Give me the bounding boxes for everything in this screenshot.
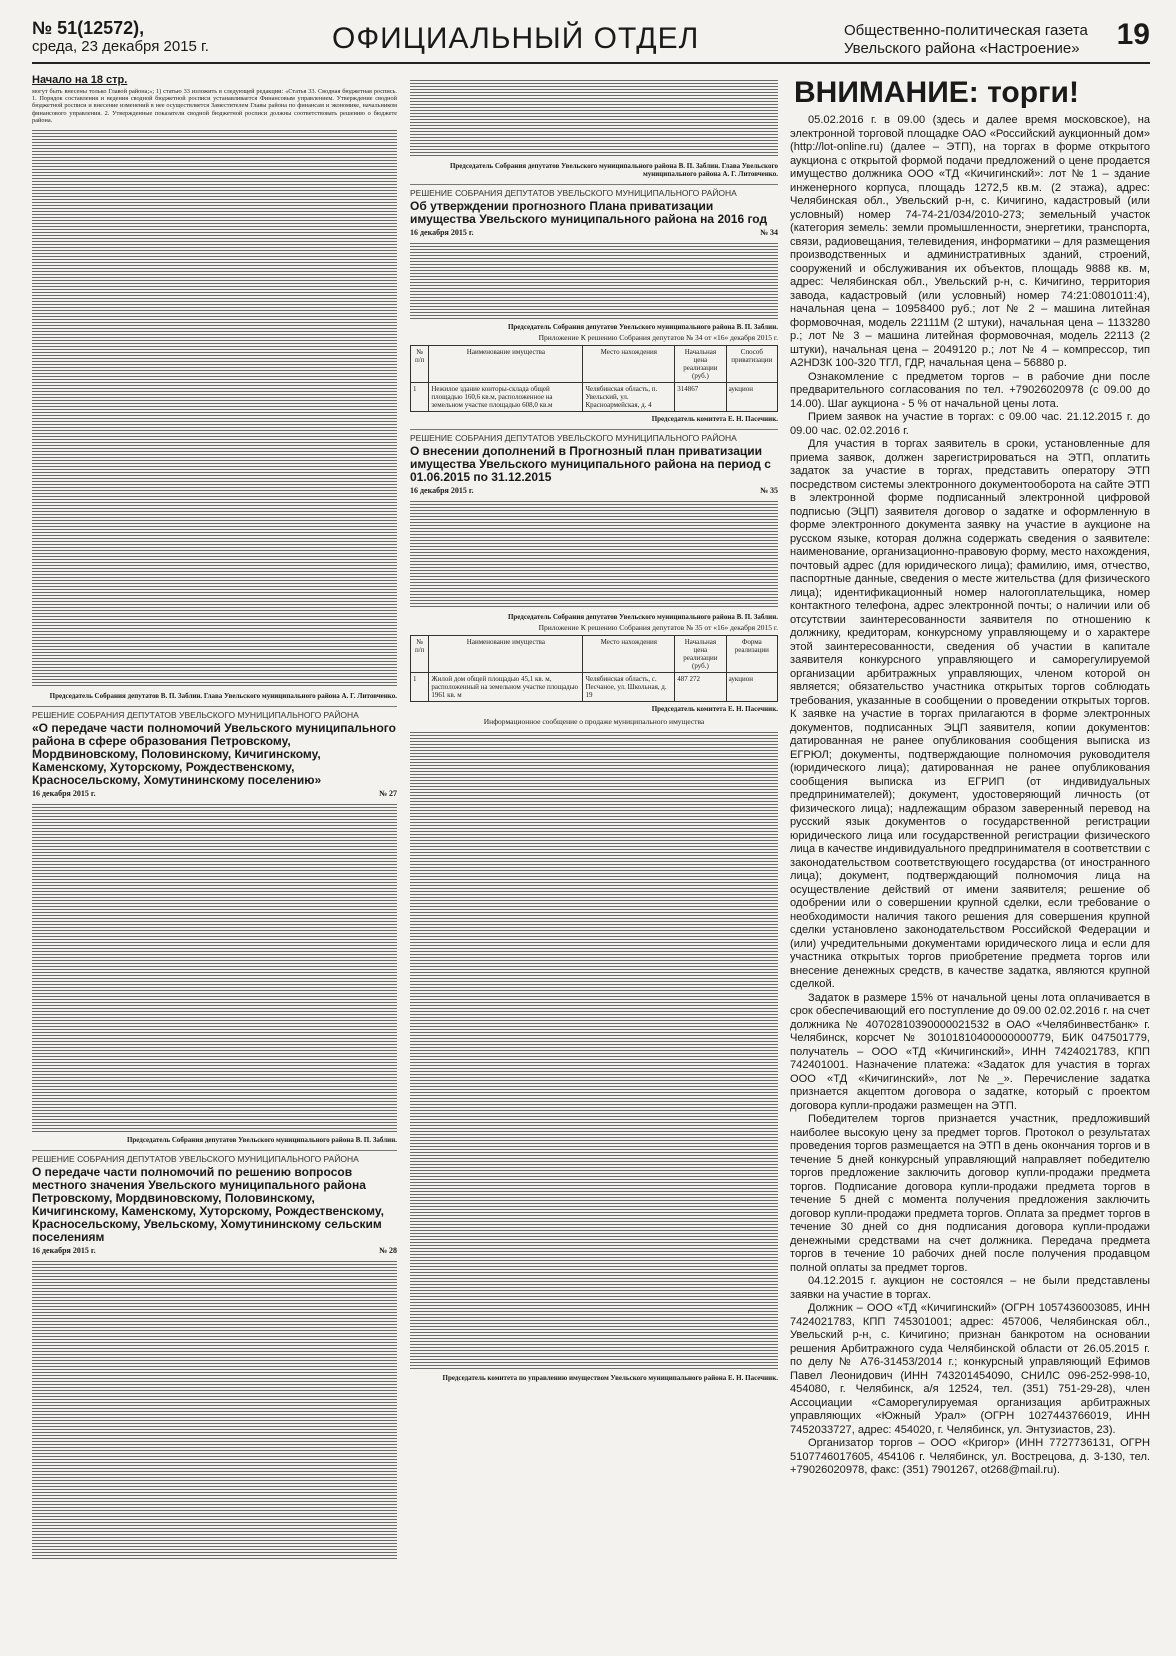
- body-text-block: [410, 241, 778, 319]
- decision-number: № 34: [759, 228, 778, 237]
- decision-header: РЕШЕНИЕ СОБРАНИЯ ДЕПУТАТОВ УВЕЛЬСКОГО МУНИЦИПАЛЬНОГО РАЙОНА: [32, 706, 397, 720]
- column-left: [32, 74, 397, 1634]
- info-message-title: Информационное сообщение о продаже муниципального имущества: [483, 717, 705, 726]
- table-header: Место нахождения: [583, 636, 675, 673]
- intro-text: могут быть внесены только Главой района;»; 1) статью 33 изложить в следующей редакции: «Статья 33. Сводная бюджетная роспись. 1. Порядок составления и ведения сводной бюджетной росписи устанавливается Финансовым управлением. Утверждение сводной бюджетной росписи и внесение изменений в нее осуществляется Заместителем Главы района по финансам и экономике, начальником финансового управления. 2. Утвержденные показатели сводной бюджетной росписи должны соответствовать решению о бюджете района.: [32, 88, 397, 124]
- table-header: Способ приватизации: [726, 346, 777, 383]
- table-header: № п/п: [411, 636, 429, 673]
- body-text-block: [410, 730, 778, 1370]
- appendix-label: Приложение К решению Собрания депутатов № 35 от «16» декабря 2015 г.: [538, 623, 778, 632]
- decision-meta: [410, 486, 778, 495]
- signature: Председатель Собрания депутатов Увельского муниципального района В. П. Заблин.: [507, 613, 778, 621]
- table-cell: Жилой дом общей площадью 45,1 кв. м, расположенный на земельном участке площадью 1961 кв. м: [429, 673, 583, 702]
- decision-meta: [32, 1246, 397, 1255]
- notice-paragraph: 05.02.2016 г. в 09.00 (здесь и далее время московское), на электронной торговой площадке ОАО «Российский аукционный дом» (http://lot-online.ru) (далее – ЭТП), на торгах в форме открытого аукциона с открытой формой подачи предложений о цене продается имущество должника ООО «ТД «Кичигинский»: лот № 1 – здание инженерного корпуса, площадь 1272,5 кв.м. (2 этажа), адрес: Челябинская обл., Увельский р-н, с. Кичигино, кадастровый (или условный) номер 74-74-21/034/2010-273; земельный участок (категория земель: земли промышленности, энергетики, транспорта, связи, радиовещания, телевидения, информатики – для размещения производственных и административных зданий, строений, сооружений и обслуживания их объектов, площадь 9888 кв. м, адрес: Челябинская обл., Увельский р-н, с. Кичигино, территория завода, кадастровый (или условный) номер 74:21:0801011:4), начальная цена – 10958400 руб.; лот № 2 – машина литейная формовочная, модель 22111М (2 штуки), начальная цена – 1133280 р.; лот № 3 – машина литейная формовочная, модель 22113 (2 штуки), начальная цена – 2049120 р.; лот № 4 – компрессор, тип А2НD3К 100-320 ТГЛ, ГДР, начальная цена – 56880 р.: [790, 114, 1150, 369]
- decision-header: РЕШЕНИЕ СОБРАНИЯ ДЕПУТАТОВ УВЕЛЬСКОГО МУНИЦИПАЛЬНОГО РАЙОНА: [410, 184, 778, 198]
- decision-header: РЕШЕНИЕ СОБРАНИЯ ДЕПУТАТОВ УВЕЛЬСКОГО МУНИЦИПАЛЬНОГО РАЙОНА: [32, 1150, 397, 1164]
- decision-title: О внесении дополнений в Прогнозный план приватизации имущества Увельского муниципального района на период с 01.06.2015 по 31.12.2015: [410, 444, 771, 484]
- privatization-table: [410, 345, 778, 412]
- body-text-block: [410, 499, 778, 609]
- table-header: № п/п: [411, 346, 429, 383]
- privatization-table: [410, 635, 778, 702]
- decision-number: № 28: [378, 1246, 397, 1256]
- table-header: Начальная цена реализации (руб.): [675, 636, 726, 673]
- decision-number: № 27: [378, 789, 397, 799]
- newspaper-line-2: Увельского района «Настроение»: [844, 40, 1080, 57]
- continued-label: Начало на 18 стр.: [32, 74, 128, 86]
- decision-title: Об утверждении прогнозного Плана приватизации имущества Увельского муниципального района на 2016 год: [410, 199, 768, 226]
- signature: Председатель комитета по управлению имуществом Увельского муниципального района Е. Н. Пасечник.: [442, 1374, 778, 1382]
- table-cell: 314867: [675, 383, 726, 412]
- notice-paragraph: Победителем торгов признается участник, предложивший наиболее высокую цену за предмет торгов. Протокол о результатах проведения торгов размещается на ЭТП в день окончания торгов и в течение 5 дней конкурсный управляющий направляет победителю торгов предложение заключить договор купли-продажи предмета торгов. Подписание договора купли-продажи предмета торгов в течение 5 дней с момента получения предложения заключить договор купли-продажи предмета торгов. Оплата за предмет торгов в течение 30 дней со дня подписания договора купли-продажи денежными средствами на счет должника. Передача предмета торгов в течение 10 рабочих дней после получения продавцом полной оплаты за предмет торгов.: [790, 1113, 1150, 1274]
- decision-date: 16 декабря 2015 г.: [32, 1246, 96, 1256]
- body-text-block: [32, 802, 397, 1132]
- decision-meta: [410, 228, 778, 237]
- issue-date: среда, 23 декабря 2015 г.: [32, 38, 209, 55]
- decision-header: РЕШЕНИЕ СОБРАНИЯ ДЕПУТАТОВ УВЕЛЬСКОГО МУНИЦИПАЛЬНОГО РАЙОНА: [410, 429, 778, 443]
- signature: Председатель Собрания депутатов Увельского муниципального района В. П. Заблин. Глава Увельского муниципального района А. Г. Литовченко.: [449, 162, 778, 178]
- body-text-block: [32, 1259, 397, 1559]
- column-right: [790, 74, 1150, 1634]
- notice-paragraph: Ознакомление с предметом торгов – в рабочие дни после предварительного согласования по тел. +79026020978 (с 09.00 до 14.00). Шаг аукциона - 5 % от начальной цены лота.: [790, 370, 1150, 410]
- issue-number: № 51(12572),: [32, 18, 145, 38]
- body-text-block: [410, 78, 778, 158]
- decision-title: О передаче части полномочий по решению вопросов местного значения Увельского муниципального района Петровскому, Мордвиновскому, Половинскому, Кичигинскому, Каменскому, Хуторскому, Рождественскому, Красносельскому, Увельскому, Хомутининскому сельским поселениям: [32, 1165, 384, 1245]
- table-header: Наименование имущества: [429, 636, 583, 673]
- notice-paragraph: Для участия в торгах заявитель в сроки, установленные для приема заявок, должен зарегистрироваться на ЭТП, оплатить задаток за участие в торгах, представить оператору ЭТП посредством системы электронного документооборота на сайте ЭТП в электронной форме подписанный электронной цифровой подписью (ЭЦП) заявителя договор о задатке и оформленную в форме электронного документа заявку на участие в аукционе на русском языке, которая должна содержать сведения о заявителе: наименование, организационно-правовую форму, место нахождения, почтовый адрес (для юридического лица); фамилию, имя, отчество, паспортные данные, сведения о месте жительства (для физического лица); идентификационный номер налогоплательщика, номер контактного телефона, адрес электронной почты; о наличии или об отсутствии заинтересованности заявителя по отношению к должнику, кредиторам, конкурсному управляющему и о характере этой заинтересованности, сведения об участии в капитале заявителя конкурсного управляющего и саморегулируемой организации арбитражных управляющих, членом которой он является; обязательство участника открытых торгов соблюдать требования, указанные в сообщении о проведении открытых торгов. К заявке на участие в торгах прилагаются в форме электронных документов, подписанных ЭЦП заявителя, копии документов: датированная не ранее опубликования сообщения выписка из ЕГРЮЛ; документы, подтверждающие полномочия руководителя (юридического лица); датированная не ранее опубликования сообщения выписка из ЕГРИП (от индивидуальных предпринимателей); документ, удостоверяющий личность (от физического лица); надлежащим образом заверенный перевод на русский язык документов о государственной регистрации юридического лица или государственной регистрации физического лица в качестве индивидуального предпринимателя в соответствии с законодательством соответствующего государства (от иностранного лица); документ, подтверждающий полномочия лица на осуществление действий от имени заявителя; решение об одобрении или о совершении крупной сделки, если требование о необходимости наличия такого решения для совершения крупной сделки установлено законодательством Российской Федерации и (или) учредительными документами юридического лица и если для участника открытых торгов приобретение предмета торгов или внесение денежных средств, в качестве задатка, являются крупной сделкой.: [790, 438, 1150, 990]
- table-header: Начальная цена реализации (руб.): [675, 346, 726, 383]
- table-cell: Челябинская область, с. Песчаное, ул. Школьная, д. 19: [583, 673, 675, 702]
- page-header: [32, 18, 1150, 64]
- table-header: Форма реализации: [726, 636, 777, 673]
- page-number: 19: [1116, 18, 1150, 51]
- decision-date: 16 декабря 2015 г.: [410, 228, 474, 237]
- appendix-label: Приложение К решению Собрания депутатов № 34 от «16» декабря 2015 г.: [538, 333, 778, 342]
- newspaper-line-1: Общественно-политическая газета: [844, 22, 1088, 39]
- table-row: [411, 383, 778, 412]
- decision-number: № 35: [759, 486, 778, 495]
- section-title: ОФИЦИАЛЬНЫЙ ОТДЕЛ: [332, 22, 700, 55]
- table-cell: аукцион: [726, 673, 777, 702]
- decision-meta: [32, 789, 397, 798]
- table-cell: Нежилое здание конторы-склада общей площадью 160,6 кв.м, расположенное на земельном участке площадью 608,0 кв.м: [429, 383, 583, 412]
- table-cell: 1: [411, 673, 429, 702]
- attention-heading: ВНИМАНИЕ: торги!: [794, 76, 1079, 109]
- notice-paragraph: Задаток в размере 15% от начальной цены лота оплачивается в срок обеспечивающий его поступление до 09.00 02.02.2016 г. на счет должника № 40702810390000021532 в ОАО «Челябинвестбанк» г. Челябинск, корсчет № 30101810400000000779, БИК 047501779, получатель – ООО «ТД «Кичигинский», ИНН 7424021783, КПП 742401001. Назначение платежа: «Задаток для участия в торгах ООО «ТД «Кичигинский», лот №_». Перечисление задатка признается акцептом договора о задатке, который с проектом договора купли-продажи размещен на ЭТП.: [790, 991, 1150, 1112]
- table-header-row: [411, 346, 778, 383]
- signature: Председатель комитета Е. Н. Пасечник.: [651, 705, 778, 713]
- table-row: [411, 673, 778, 702]
- newspaper-name: [844, 22, 1088, 58]
- notice-paragraph: Прием заявок на участие в торгах: с 09.00 час. 21.12.2015 г. до 09.00 час. 02.02.2016 г.: [790, 411, 1150, 437]
- signature: Председатель комитета Е. Н. Пасечник.: [651, 415, 778, 423]
- table-cell: Челябинская область, п. Увельский, ул. Красноармейская, д. 4: [583, 383, 675, 412]
- table-cell: аукцион: [726, 383, 777, 412]
- signature: Председатель Собрания депутатов Увельского муниципального района В. П. Заблин.: [507, 323, 778, 331]
- notice-paragraph: 04.12.2015 г. аукцион не состоялся – не были представлены заявки на участие в торгах.: [790, 1275, 1150, 1301]
- signature: Председатель Собрания депутатов В. П. Заблин. Глава Увельского муниципального района А. Г. Литовченко.: [49, 692, 397, 701]
- table-cell: 1: [411, 383, 429, 412]
- table-cell: 487 272: [675, 673, 726, 702]
- signature: Председатель Собрания депутатов Увельского муниципального района В. П. Заблин.: [126, 1136, 397, 1145]
- notice-paragraph: Организатор торгов – ООО «Кригор» (ИНН 7727736131, ОГРН 5107746017605, 454106 г. Челябинск, ул. Вострецова, д. 3-130, тел. +79026020978, факс: (351) 7901267, ot268@mail.ru).: [790, 1437, 1150, 1476]
- table-header: Наименование имущества: [429, 346, 583, 383]
- table-header-row: [411, 636, 778, 673]
- body-text-block: [32, 128, 397, 688]
- notice-paragraph: Должник – ООО «ТД «Кичигинский» (ОГРН 1057436003085, ИНН 7424021783, КПП 745301001; адрес: 457006, Челябинская обл., Увельский р-н, с. Кичигино; признан банкротом на основании решения Арбитражного суда Челябинской области от 26.05.2015 г. по делу № А76-31453/2014 г.; конкурсный управляющий Ефимов Павел Леонидович (ИНН 743201454090, СНИЛС 096-252-998-10, 454080, г. Челябинск, а/я 12524, тел. (351) 751-29-28), член Ассоциации «Саморегулируемая организация арбитражных управляющих «Южный Урал» (ОГРН 1027443766019, ИНН 7452033727, адрес: 454020, г. Челябинск, ул. Энтузиастов, 23).: [790, 1302, 1150, 1436]
- decision-date: 16 декабря 2015 г.: [410, 486, 474, 495]
- column-middle: [410, 74, 778, 1634]
- auction-notice: [790, 114, 1150, 1478]
- decision-title: «О передаче части полномочий Увельского муниципального района в сфере образования Петровскому, Мордвиновскому, Половинскому, Кичигинскому, Каменскому, Хуторскому, Рождественскому, Красносельскому, Хомутининскому поселению»: [32, 721, 396, 788]
- decision-date: 16 декабря 2015 г.: [32, 789, 96, 799]
- table-header: Место нахождения: [583, 346, 675, 383]
